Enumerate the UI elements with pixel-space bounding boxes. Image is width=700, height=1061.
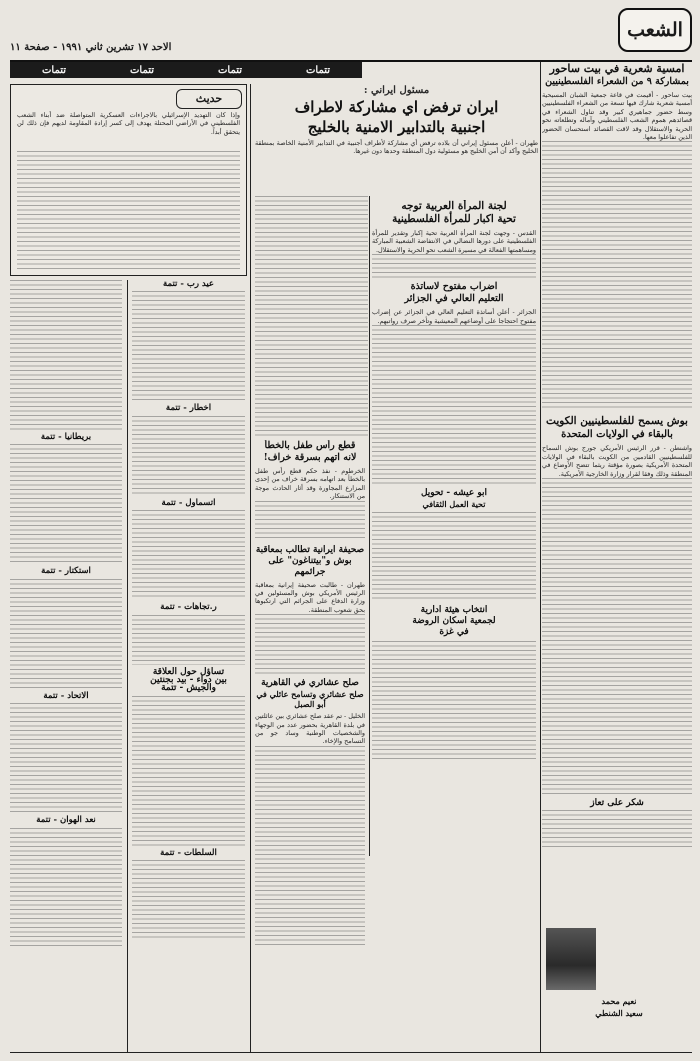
article-subheadline: في غزة (439, 627, 469, 638)
section-title: نعد الهوان - تتمة (36, 815, 96, 826)
continuations-band (10, 62, 362, 78)
section-subtitle: والجيش - تتمة (161, 683, 216, 694)
commentary-text (17, 151, 240, 269)
text-block (132, 615, 245, 665)
text-block (132, 860, 245, 940)
section-title: بريطانيا - تتمة (40, 432, 92, 442)
text-block (10, 828, 122, 948)
middle-right-column (372, 200, 536, 845)
text-block (372, 512, 536, 602)
commentary-box (10, 84, 247, 276)
text-block (132, 510, 245, 600)
section-title: الاتحاد - تتمة (43, 690, 89, 701)
band-item: تتمات (305, 64, 331, 76)
article-body: طهران - طالبت صحيفة إيرانية بمعاقبة الرئيس الأمريكي بوش والمسئولين في وزارة الدفاع على الجرائم التي ارتكبوها بحق شعوب المنطقة. (255, 580, 365, 614)
column-divider (250, 84, 251, 1052)
article-headline: قطع رأس طفل بالخطأ (264, 440, 356, 451)
article-subheadline: بمشاركة ٩ من الشعراء الفلسطينيين (545, 76, 689, 87)
section-title: اخطار - تتمة (165, 403, 212, 414)
text-block (542, 478, 692, 796)
section-title: السلطات - تتمة (160, 847, 217, 858)
section-title: عيد رب - تتمة (162, 280, 214, 289)
text-block (372, 641, 536, 761)
person-subname: سعيد الشنطي (595, 1008, 643, 1018)
left-column-b (132, 280, 245, 1052)
text-block (255, 501, 365, 541)
article-headline: اضراب مفتوح لاساتذة (410, 281, 498, 293)
person-name: نعيم محمد (601, 996, 637, 1006)
article-subheadline: لانه اتهم بسرقة خراف! (263, 452, 357, 463)
text-block (255, 746, 365, 946)
lead-kicker: مسئول ايراني : (363, 85, 430, 96)
text-block (132, 696, 245, 846)
article-headline: انتخاب هيئة ادارية (420, 605, 488, 616)
text-block (372, 325, 536, 485)
article-headline: صحيفة ايرانية تطالب بمعاقبة (255, 544, 365, 555)
article-headline: صلح عشائري في القاهرية (261, 678, 359, 689)
article-subheadline: صلح عشائري وتسامح عائلي في أبو الصبل (256, 689, 364, 710)
article-headline: امسية شعرية في بيت ساحور (549, 62, 685, 75)
notice-title: شكر على تعاز (590, 798, 644, 809)
right-column (542, 62, 692, 1052)
article-body: الجزائر - أعلن أساتذة التعليم العالي في الجزائر عن إضراب مفتوح احتجاجا على أوضاعهم المعيشية وتأخر صرف رواتبهم. (372, 308, 536, 325)
text-block (10, 444, 122, 564)
article-subheadline: تحية اكبار للمرأة الفلسطينية (392, 213, 516, 225)
band-item: تتمات (41, 64, 67, 76)
text-block (542, 810, 692, 850)
lead-headline: ايران ترفض اي مشاركة لاطراف (294, 98, 499, 116)
article-body: القدس - وجهت لجنة المرأة العربية تحية إكبار وتقدير للمرأة الفلسطينية على دورها النضالي في الانتفاضة الشعبية المباركة ومساهمتها الفعالة في مسيرة الشعب نحو الحرية والاستقلال. (372, 229, 536, 254)
lead-story-text (255, 196, 368, 436)
middle-left-column (255, 440, 365, 1050)
section-title: اتسماول - تتمة (161, 497, 216, 508)
column-divider (127, 280, 128, 1052)
article-subheadline: بوش و"بيتناغون" على جرائمهم (268, 555, 352, 577)
text-block (10, 280, 122, 430)
left-column-a (10, 280, 122, 1052)
section-subtitle: بين دواء - بيد بجنتين (150, 675, 227, 686)
page-header (10, 8, 692, 62)
text-block (132, 416, 245, 496)
column-divider (540, 62, 541, 1052)
text-block (542, 141, 692, 411)
text-block (255, 196, 368, 436)
article-subheadline: التعليم العالي في الجزائر (404, 293, 504, 305)
article-body: الخرطوم - نفذ حكم قطع رأس طفل بالخطأ بعد اتهامه بسرقة خراف من إحدى المزارع المجاورة وقد أثار الحادث موجة من الاستنكار. (255, 467, 365, 501)
text-block (372, 254, 536, 278)
text-block (255, 614, 365, 674)
band-item: تتمات (217, 64, 243, 76)
commentary-title: حديث (176, 89, 242, 109)
article-subheadline: بالبقاء في الولايات المتحدة (561, 429, 673, 441)
obituary-photo (546, 928, 596, 990)
section-title: تساؤل حول العلاقة (152, 666, 225, 677)
article-headline: بوش يسمح للفلسطينيين الكويت (546, 415, 688, 428)
bottom-rule (10, 1052, 692, 1053)
dateline: الاحد ١٧ تشرين ثاني ١٩٩١ - صفحة ١١ (10, 42, 172, 53)
text-block (132, 291, 245, 401)
article-subheadline: لجمعية اسكان الروضة (412, 616, 496, 627)
column-divider (369, 196, 370, 856)
article-body: بيت ساحور - أقيمت في قاعة جمعية الشبان المسيحية أمسية شعرية شارك فيها تسعة من الشعراء الفلسطينيين وسط حضور جماهيري كبير وقد تناول الشعراء في قصائدهم هموم الشعب الفلسطيني وآماله وتطلعاته نحو الحرية والاستقلال وقد لاقت القصائد استحسان الحضور الذين تفاعلوا معها. (542, 91, 692, 142)
lead-story (255, 84, 538, 194)
masthead-logo: الشعب (618, 8, 692, 52)
commentary-body: وإذا كان التهديد الإسرائيلي بالاجراءات العسكرية المتواصلة ضد أبناء الشعب الفلسطيني في الأراضي المحتلة يهدف إلى كسر إرادة المقاومة لديهم فإن ذلك لن يتحقق أبداً. (17, 111, 240, 136)
section-title: ر.تجاهات - تتمة (160, 602, 217, 613)
section-title: استكتار - تتمة (41, 566, 91, 577)
article-body: واشنطن - قرر الرئيس الأمريكي جورج بوش السماح للفلسطينيين القادمين من الكويت بالبقاء في الولايات المتحدة الأمريكية بصورة مؤقتة ريثما تتضح الأوضاع في المنطقة وذلك وفقا لقرار وزارة الخارجية الأمريكية. (542, 444, 692, 478)
lead-subheadline: اجنبية بالتدابير الامنية بالخليج (307, 118, 486, 136)
band-item: تتمات (129, 64, 155, 76)
article-headline: لجنة المرأة العربية توجه (401, 200, 507, 212)
text-block (10, 703, 122, 813)
text-block (10, 579, 122, 689)
article-subheadline: تحية العمل الثقافي (422, 499, 486, 510)
article-headline: ابو عيشه - تحويل (420, 488, 487, 499)
lead-body: طهران - أعلن مسئول إيراني أن بلاده ترفض أي مشاركة لأطراف أجنبية في التدابير الأمنية الخاصة بمنطقة الخليج وأكد أن أمن الخليج هو مسئولية دول المنطقة وحدها دون غيرها. (255, 139, 538, 156)
article-body: الخليل - تم عقد صلح عشائري بين عائلتين في بلدة القاهرية بحضور عدد من الوجهاء والشخصيات الوطنية وساد جو من التسامح والإخاء. (255, 712, 365, 746)
